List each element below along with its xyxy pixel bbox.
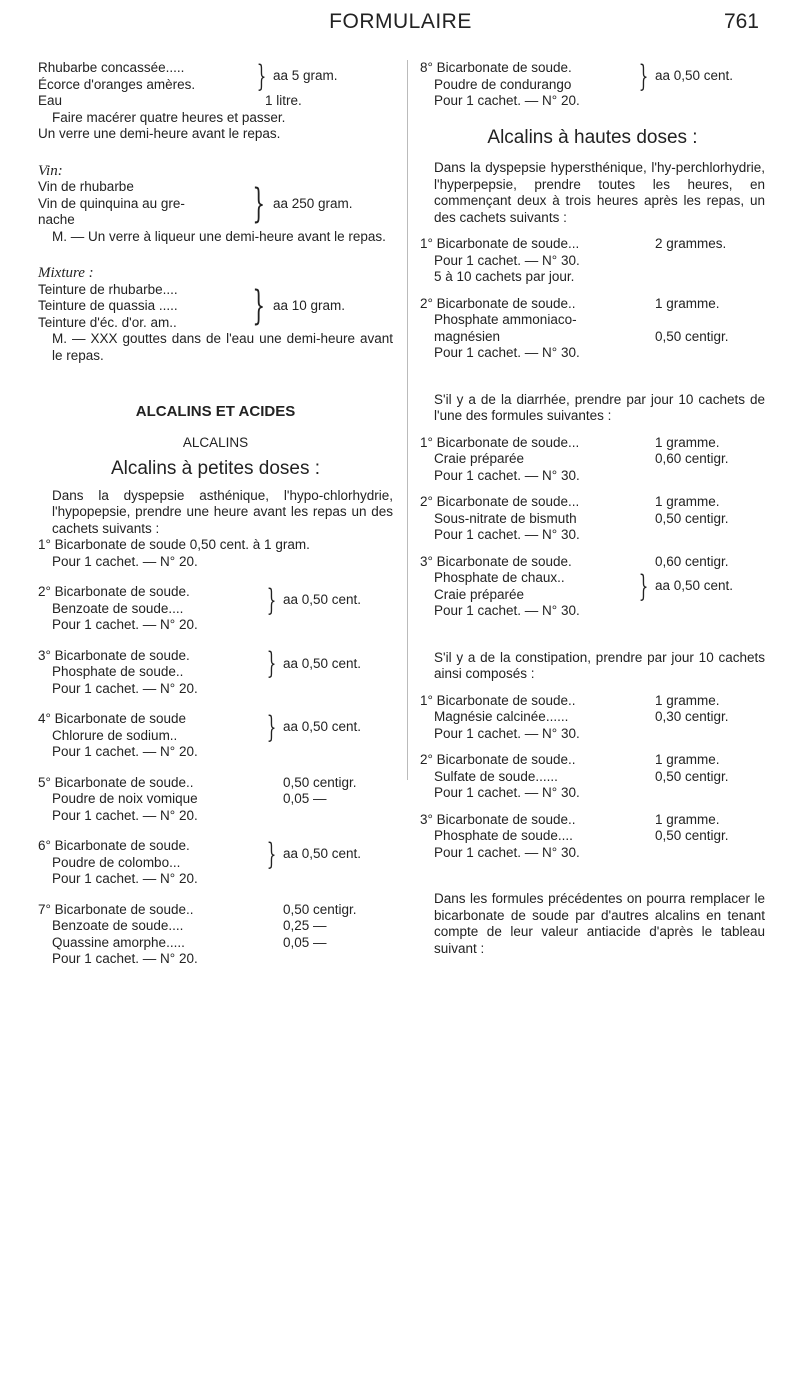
instruction: Un verre une demi-heure avant le repas. <box>38 126 281 141</box>
formula-line: Pour 1 cachet. — N° 20. <box>52 951 198 966</box>
formula-line: Pour 1 cachet. — N° 30. <box>434 844 580 860</box>
formula-line: Pour 1 cachet. — N° 30. <box>434 467 580 483</box>
ingredient: Phosphate ammoniaco- <box>434 312 577 327</box>
quantity: 1 litre. <box>265 93 302 108</box>
brace: } <box>266 836 277 872</box>
formula-8 <box>420 60 765 93</box>
brace: } <box>256 58 267 94</box>
ingredient: Vin de quinquina au gre- <box>38 195 185 211</box>
quantity: 1 gramme. <box>655 752 720 767</box>
ingredient: Quassine amorphe..... <box>52 934 185 950</box>
intro-paragraph: Dans la dyspepsie hypersthénique, l'hy-perchlorhydrie, l'hyperpepsie, prendre toutes les heures, en commençant deux à trois heures après les repas, un des cachets suivants : <box>434 160 765 225</box>
brace: } <box>638 568 649 604</box>
ingredient: 3° Bicarbonate de soude.. <box>420 811 576 827</box>
formula-line: Pour 1 cachet. — N° 30. <box>434 785 580 800</box>
brace: } <box>266 709 277 745</box>
formula-title: Mixture : <box>38 265 94 281</box>
quantity: 0,60 centigr. <box>655 451 729 466</box>
section-heading: Alcalins à petites doses : <box>110 458 321 479</box>
ingredient: 4° Bicarbonate de soude <box>38 711 187 726</box>
section-title: ALCALINS ET ACIDES <box>135 403 296 420</box>
ingredient: Teinture de quassia ..... <box>38 298 178 313</box>
formula-line: Pour 1 cachet. — N° 20. <box>52 680 198 696</box>
ingredient: Benzoate de soude.... <box>52 918 184 933</box>
quantity: 1 gramme. <box>655 692 720 708</box>
ingredient: Phosphate de soude.... <box>434 828 573 843</box>
ingredient: Eau <box>38 93 63 108</box>
closing-paragraph: Dans les formules précédentes on pourra remplacer le bicarbonate de soude par d'autres alcalins en tenant compte de leur valeur antiacide d'après le tableau suivant : <box>434 891 765 956</box>
formula-line: Pour 1 cachet. — N° 30. <box>434 725 580 741</box>
ingredient: Craie préparée <box>434 586 525 602</box>
section-heading: Alcalins à hautes doses : <box>487 126 698 148</box>
paragraph: S'il y a de la diarrhée, prendre par jour 10 cachets de l'une des formules suivantes : <box>434 391 765 423</box>
ingredient: Vin de rhubarbe <box>38 179 134 194</box>
quantity: 0,05 — <box>283 934 327 950</box>
ingredient: 2° Bicarbonate de soude... <box>420 494 580 509</box>
quantity: 0,05 — <box>283 791 327 806</box>
formula-4 <box>38 711 393 744</box>
quantity: 0,50 centigr. <box>655 828 729 843</box>
vin-formula <box>38 179 393 229</box>
ingredient: Poudre de noix vomique <box>52 791 198 806</box>
formula-line: Pour 1 cachet. — N° 20. <box>52 617 198 632</box>
formula-6 <box>38 838 393 871</box>
left-column <box>38 60 393 968</box>
ingredient: Teinture d'éc. d'or. am.. <box>38 314 177 330</box>
quantity: aa 0,50 cent. <box>283 655 362 671</box>
formula-line: Pour 1 cachet. — N° 30. <box>434 527 580 542</box>
quantity: 2 grammes. <box>655 236 727 251</box>
formula-title: Vin: <box>38 162 63 179</box>
quantity: aa 0,50 cent. <box>283 719 362 735</box>
formula-line: Pour 1 cachet. — N° 30. <box>434 345 580 360</box>
quantity: 0,30 centigr. <box>655 709 729 724</box>
ingredient: Chlorure de sodium.. <box>52 727 178 743</box>
ingredient: 7° Bicarbonate de soude.. <box>38 901 194 917</box>
ingredient: 3° Bicarbonate de soude. <box>420 553 572 569</box>
column-divider <box>407 60 408 780</box>
ingredient: 1° Bicarbonate de soude... <box>420 434 580 450</box>
brace: } <box>251 180 265 227</box>
quantity: 0,50 centigr. <box>655 328 729 344</box>
instruction: M. — XXX gouttes dans de l'eau une demi-heure avant le repas. <box>52 331 393 363</box>
ingredient: Poudre de colombo... <box>52 854 181 870</box>
quantity: aa 0,50 cent. <box>655 578 734 594</box>
intro-paragraph: Dans la dyspepsie asthénique, l'hypo-chlorhydrie, l'hypopepsie, prendre une heure avant les repas un des cachets suivants : <box>52 487 393 536</box>
right-column <box>420 60 765 957</box>
ingredient: Teinture de rhubarbe.... <box>38 281 178 297</box>
brace: } <box>251 283 265 330</box>
ingredient: magnésien <box>434 328 501 344</box>
quantity: 0,50 centigr. <box>655 510 729 526</box>
quantity: 1 gramme. <box>655 295 720 311</box>
ingredient: 2° Bicarbonate de soude.. <box>420 752 576 767</box>
ingredient: 3° Bicarbonate de soude. <box>38 647 190 663</box>
formula-line: Pour 1 cachet. — N° 20. <box>52 807 198 823</box>
paragraph: S'il y a de la constipation, prendre par jour 10 cachets ainsi composés : <box>434 649 765 681</box>
formula-line: Pour 1 cachet. — N° 30. <box>434 603 580 618</box>
quantity: aa 10 gram. <box>273 298 346 313</box>
quantity: aa 5 gram. <box>273 68 338 84</box>
brace: } <box>638 58 649 94</box>
ingredient: Écorce d'oranges amères. <box>38 76 196 92</box>
ingredient: 1° Bicarbonate de soude.. <box>420 692 576 708</box>
ingredient: Rhubarbe concassée..... <box>38 60 185 75</box>
ingredient: Magnésie calcinée...... <box>434 709 569 724</box>
ingredient: Craie préparée <box>434 451 525 466</box>
formula-line: Pour 1 cachet. — N° 20. <box>52 871 198 886</box>
ingredient: Benzoate de soude.... <box>52 600 184 616</box>
quantity: 0,50 centigr. <box>283 774 357 790</box>
ingredient: 1° Bicarbonate de soude... <box>420 236 580 251</box>
ingredient: Poudre de condurango <box>434 76 572 92</box>
quantity: 0,50 centigr. <box>655 768 729 784</box>
formula-line: 1° Bicarbonate de soude 0,50 cent. à 1 gram. <box>38 537 310 552</box>
quantity: 0,25 — <box>283 918 327 933</box>
formula-line: Pour 1 cachet. — N° 20. <box>434 93 580 108</box>
ingredient: Sulfate de soude...... <box>434 768 558 784</box>
ingredient: Phosphate de soude.. <box>52 664 184 679</box>
ingredient: 5° Bicarbonate de soude.. <box>38 774 194 790</box>
instruction: Faire macérer quatre heures et passer. <box>52 109 286 125</box>
formula-line: Pour 1 cachet. — N° 20. <box>52 553 198 569</box>
ingredient: nache <box>38 212 75 227</box>
formula-line: Pour 1 cachet. — N° 20. <box>52 744 198 759</box>
quantity: 1 gramme. <box>655 434 720 450</box>
formula-3 <box>38 648 393 681</box>
ingredient: 2° Bicarbonate de soude. <box>38 584 190 599</box>
quantity: 1 gramme. <box>655 811 720 827</box>
quantity: aa 250 gram. <box>273 195 353 211</box>
instruction: M. — Un verre à liqueur une demi-heure avant le repas. <box>52 228 386 244</box>
quantity: 0,50 centigr. <box>283 901 357 917</box>
running-title: FORMULAIRE <box>329 10 472 33</box>
quantity: aa 0,50 cent. <box>283 846 362 862</box>
section-subtitle: ALCALINS <box>182 434 249 450</box>
rhubarb-formula <box>38 60 393 93</box>
ingredient: Phosphate de chaux.. <box>434 570 565 585</box>
brace: } <box>266 582 277 618</box>
quantity: aa 0,50 cent. <box>655 68 734 84</box>
quantity: 0,60 centigr. <box>655 553 729 569</box>
mixture-formula <box>38 282 393 332</box>
formula-2 <box>38 584 393 617</box>
ingredient: 6° Bicarbonate de soude. <box>38 838 190 853</box>
ingredient: 2° Bicarbonate de soude.. <box>420 295 576 311</box>
ingredient: Sous-nitrate de bismuth <box>434 510 577 526</box>
formula-line: 5 à 10 cachets par jour. <box>434 269 575 284</box>
quantity: 1 gramme. <box>655 494 720 509</box>
formula-d3 <box>420 570 765 603</box>
quantity: aa 0,50 cent. <box>283 592 362 608</box>
ingredient: 8° Bicarbonate de soude. <box>420 60 572 75</box>
formula-line: Pour 1 cachet. — N° 30. <box>434 252 580 268</box>
brace: } <box>266 646 277 681</box>
page-header <box>0 6 801 46</box>
page-number: 761 <box>723 10 759 33</box>
